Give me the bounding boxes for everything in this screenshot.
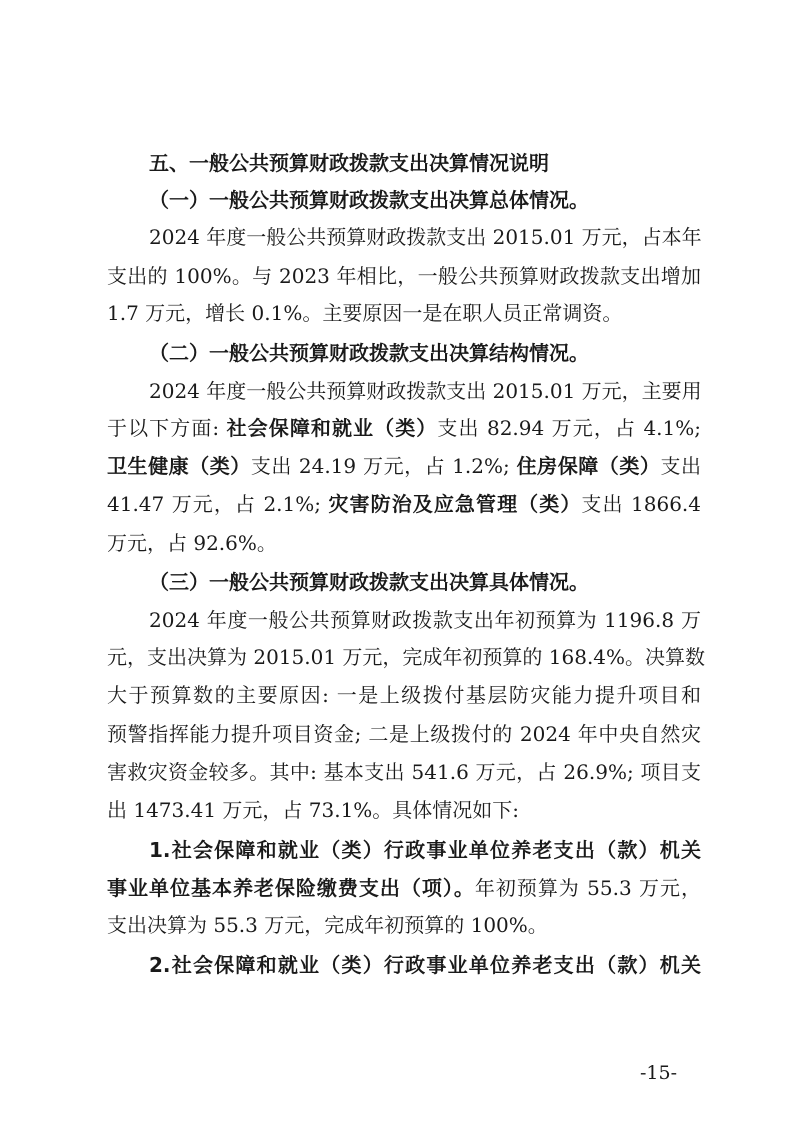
text-run: 支出 1866.4 — [581, 492, 702, 516]
text-run: 害救灾资金较多。其中: 基本支出 541.6 万元，占 26.9%; 项目支 — [107, 760, 701, 784]
paragraph-line — [149, 605, 701, 635]
paragraph-line — [107, 795, 701, 825]
section-heading — [149, 148, 701, 178]
text-run: 支出的 100%。与 2023 年相比，一般公共预算财政拨款支出增加 — [107, 264, 701, 288]
paragraph-line — [107, 413, 701, 443]
bold-text: 五、一般公共预算财政拨款支出决算情况说明 — [149, 151, 549, 175]
section-heading — [149, 950, 701, 980]
text-run: 2024 年度一般公共预算财政拨款支出 2015.01 万元，占本年 — [149, 225, 702, 249]
paragraph-line — [107, 489, 701, 519]
paragraph-line — [107, 528, 701, 558]
section-heading — [149, 338, 701, 368]
bold-text: 1.社会保障和就业（类）行政事业单位养老支出（款）机关 — [149, 838, 701, 862]
bold-text: （二）一般公共预算财政拨款支出决算结构情况。 — [149, 341, 589, 365]
bold-text: 灾害防治及应急管理（类） — [328, 492, 582, 516]
text-run: 支出决算为 55.3 万元，完成年初预算的 100%。 — [107, 913, 548, 937]
paragraph-line — [107, 757, 701, 787]
bold-text: 住房保障（类） — [516, 454, 661, 478]
paragraph-line — [107, 910, 701, 940]
text-run: 1.7 万元，增长 0.1%。主要原因一是在职人员正常调资。 — [107, 301, 623, 325]
text-run: 年初预算为 55.3 万元， — [474, 876, 702, 900]
paragraph-line — [107, 261, 701, 291]
text-run: 万元，占 92.6%。 — [107, 531, 277, 555]
text-run: 41.47 万元，占 2.1%; — [107, 492, 329, 516]
text-run: 于以下方面: — [107, 416, 227, 440]
text-run: 预警指挥能力提升项目资金; 二是上级拨付的 2024 年中央自然灾 — [107, 722, 701, 746]
text-run: 2024 年度一般公共预算财政拨款支出 2015.01 万元，主要用 — [149, 379, 702, 403]
bold-text: 社会保障和就业（类） — [226, 416, 438, 440]
paragraph-line — [107, 680, 701, 710]
text-run: 元，支出决算为 2015.01 万元，完成年初预算的 168.4%。决算数 — [107, 645, 706, 669]
bold-text: 卫生健康（类） — [107, 454, 251, 478]
bold-text: 2.社会保障和就业（类）行政事业单位养老支出（款）机关 — [149, 953, 701, 977]
text-run: 出 1473.41 万元，占 73.1%。具体情况如下: — [107, 798, 520, 822]
paragraph-line — [149, 222, 701, 252]
text-run: 支出 24.19 万元，占 1.2%; — [250, 454, 517, 478]
paragraph-line — [149, 376, 701, 406]
paragraph-line — [107, 298, 701, 328]
text-run: 2024 年度一般公共预算财政拨款支出年初预算为 1196.8 万 — [149, 608, 701, 632]
paragraph-line — [107, 873, 701, 903]
paragraph-line — [107, 642, 706, 672]
bold-text: 事业单位基本养老保险缴费支出（项）。 — [107, 876, 475, 900]
bold-text: （三）一般公共预算财政拨款支出决算具体情况。 — [149, 570, 589, 594]
page-number: -15- — [640, 1062, 678, 1084]
section-heading — [149, 835, 701, 865]
bold-text: （一）一般公共预算财政拨款支出决算总体情况。 — [149, 188, 589, 212]
section-heading — [149, 567, 701, 597]
section-heading — [149, 185, 701, 215]
text-run: 大于预算数的主要原因: 一是上级拨付基层防灾能力提升项目和 — [107, 683, 701, 707]
paragraph-line — [107, 719, 701, 749]
paragraph-line — [107, 451, 701, 481]
text-run: 支出 82.94 万元，占 4.1%; — [437, 416, 701, 440]
text-run: 支出 — [660, 454, 702, 478]
